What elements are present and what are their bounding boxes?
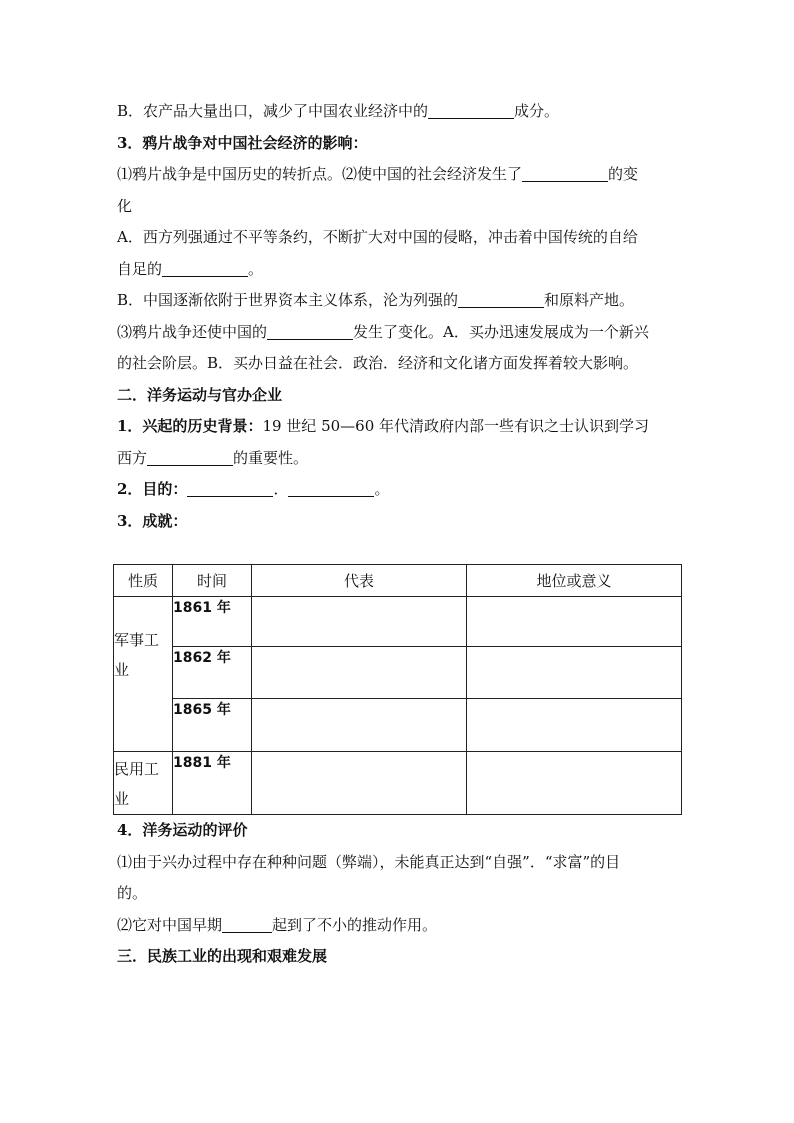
header-time: 时间: [173, 565, 252, 597]
text-segment: 3．成就：: [117, 511, 188, 530]
cell-representative: [252, 597, 467, 647]
table-row: [114, 699, 682, 752]
text-line: [117, 910, 682, 942]
fill-in-blank[interactable]: [288, 479, 374, 497]
fill-in-blank[interactable]: [428, 101, 514, 119]
text-line: [117, 878, 682, 910]
header-representative: 代表: [252, 565, 467, 597]
table-row: [114, 752, 682, 815]
text-segment: B．中国逐渐依附于世界资本主义体系，沦为列强的: [117, 291, 459, 309]
cell-significance: [467, 597, 682, 647]
text-segment: 1．兴起的历史背景：: [117, 417, 263, 435]
text-segment: ⑶鸦片战争还使中国的: [117, 322, 268, 341]
text-line: [117, 941, 682, 973]
cell-year: 1865 年: [173, 699, 252, 752]
text-line: [117, 191, 682, 223]
text-line: [117, 96, 682, 128]
table-row: [114, 647, 682, 699]
text-segment: 的。: [117, 884, 148, 902]
document-body-top: [117, 96, 682, 537]
text-segment: 和原料产地。: [544, 291, 635, 309]
cell-significance: [467, 699, 682, 752]
text-segment: ⑴由于兴办过程中存在种种问题（弊端），未能真正达到“自强”．“求富”的目: [117, 852, 621, 871]
cell-representative: [252, 647, 467, 699]
cell-significance: [467, 752, 682, 815]
cell-representative: [252, 699, 467, 752]
text-segment: ⑴鸦片战争是中国历史的转折点。⑵使中国的社会经济发生了: [117, 165, 523, 183]
table-row: [114, 597, 682, 647]
text-line: [117, 128, 682, 160]
text-line: [117, 159, 682, 191]
text-segment: 三．民族工业的出现和艰难发展: [117, 947, 328, 965]
fill-in-blank[interactable]: [162, 259, 248, 277]
text-segment: 的重要性。: [233, 448, 309, 467]
text-line: [117, 380, 682, 412]
text-line: [117, 474, 682, 506]
text-segment: 二．洋务运动与官办企业: [117, 385, 283, 404]
text-segment: ．: [273, 480, 289, 498]
text-line: [117, 411, 682, 443]
text-line: [117, 285, 682, 317]
text-line: [117, 815, 682, 847]
cell-nature-military: 军事工业: [114, 597, 173, 752]
text-segment: A．西方列强通过不平等条约，不断扩大对中国的侵略，冲击着中国传统的自给: [117, 228, 638, 246]
text-line: [117, 847, 682, 879]
text-segment: 的社会阶层。B．买办日益在社会．政治．经济和文化诸方面发挥着较大影响。: [117, 354, 639, 372]
text-line: [117, 317, 682, 349]
fill-in-blank[interactable]: [458, 290, 544, 308]
text-segment: 的变: [608, 165, 639, 183]
text-segment: B．农产品大量出口，减少了中国农业经济中的: [117, 102, 429, 120]
fill-in-blank[interactable]: [267, 322, 353, 340]
text-segment: 。: [374, 480, 390, 498]
text-line: [117, 254, 682, 286]
cell-year: 1862 年: [173, 647, 252, 699]
fill-in-blank[interactable]: [222, 915, 272, 933]
achievements-table: [113, 564, 682, 815]
fill-in-blank[interactable]: [187, 479, 273, 497]
fill-in-blank[interactable]: [522, 164, 608, 182]
header-nature: 性质: [114, 565, 173, 597]
text-segment: 成分。: [514, 102, 560, 120]
header-significance: 地位或意义: [467, 565, 682, 597]
table-header-row: [114, 565, 682, 597]
cell-representative: [252, 752, 467, 815]
text-line: [117, 443, 682, 475]
document-body-bottom: [117, 815, 682, 973]
text-segment: 发生了变化。A．买办迅速发展成为一个新兴: [353, 322, 649, 341]
text-line: [117, 222, 682, 254]
text-segment: 3．鸦片战争对中国社会经济的影响：: [117, 133, 368, 152]
cell-year: 1861 年: [173, 597, 252, 647]
text-segment: 2．目的：: [117, 480, 188, 498]
text-segment: 19 世纪 50—60 年代清政府内部一些有识之士认识到学习: [262, 417, 650, 435]
text-segment: 4．洋务运动的评价: [117, 821, 248, 839]
text-line: [117, 348, 682, 380]
cell-significance: [467, 647, 682, 699]
text-segment: 。: [248, 259, 264, 278]
fill-in-blank[interactable]: [147, 448, 233, 466]
text-segment: 化: [117, 196, 133, 215]
text-line: [117, 506, 682, 538]
text-segment: 自足的: [117, 259, 163, 278]
cell-nature-civil: 民用工业: [114, 752, 173, 815]
text-segment: 西方: [117, 448, 148, 467]
cell-year: 1881 年: [173, 752, 252, 815]
text-segment: ⑵它对中国早期: [117, 915, 223, 934]
text-segment: 起到了不小的推动作用。: [272, 915, 438, 934]
